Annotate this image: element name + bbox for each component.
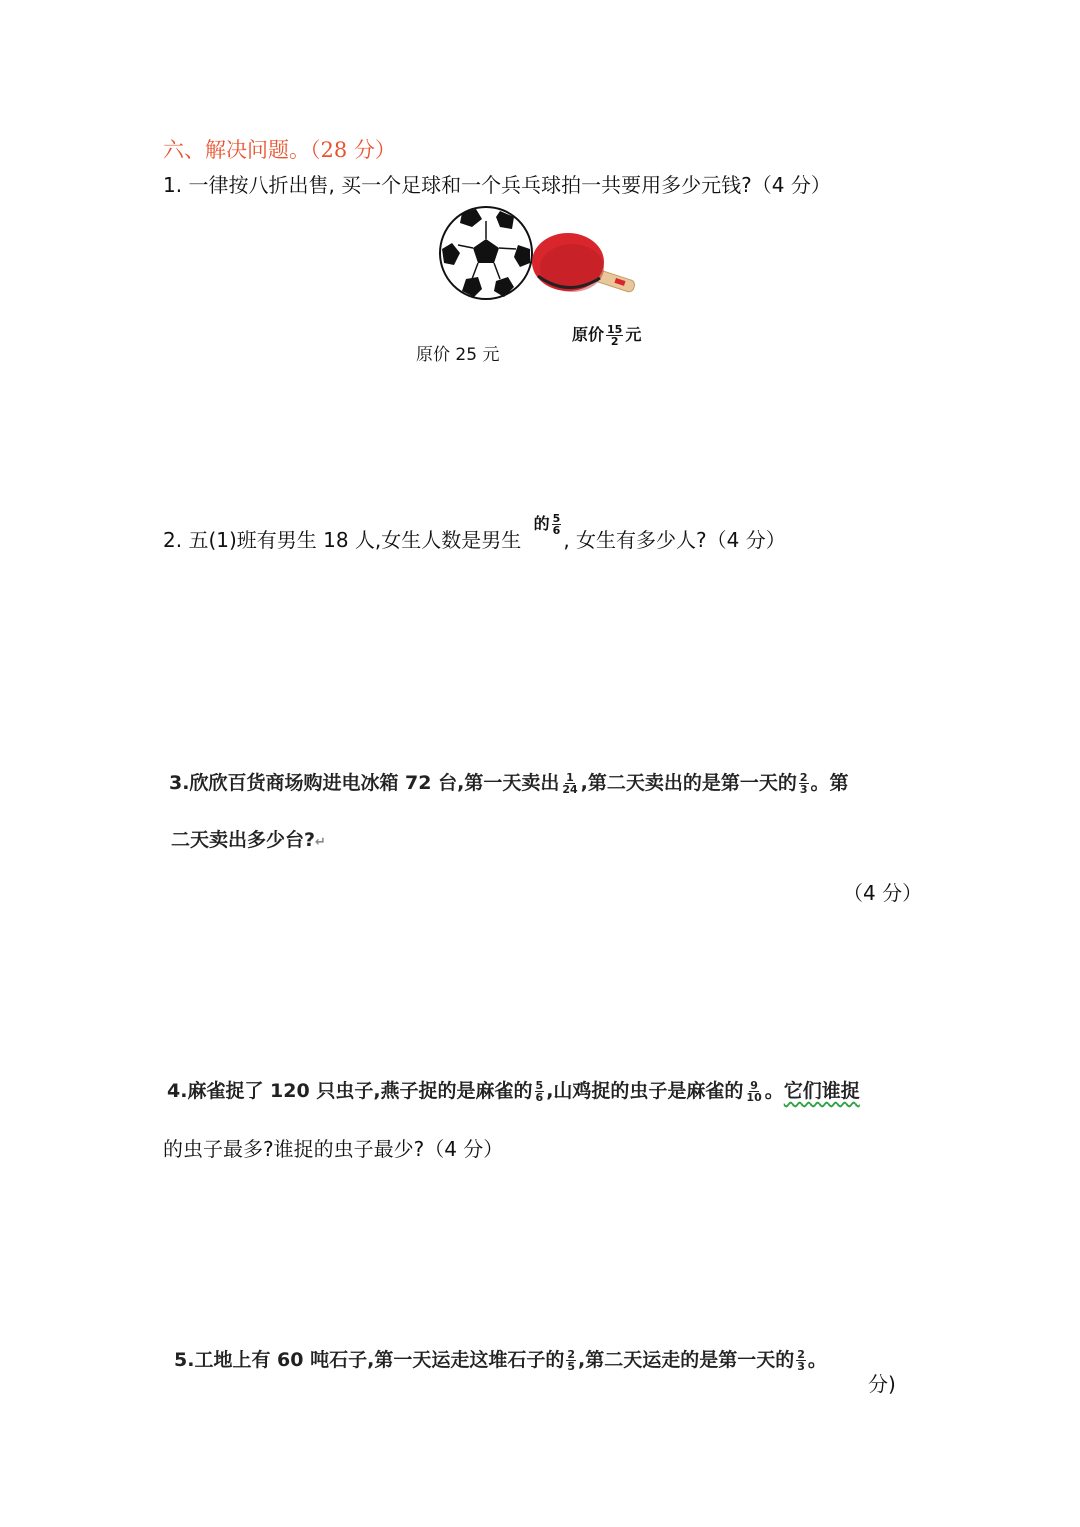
fraction-denominator: 3 [797,1360,805,1373]
question-3-part3: 。第 [810,772,849,794]
football-price-label: 原价 25 元 [416,345,500,365]
question-4-part1: 4.麻雀捉了 120 只虫子,燕子捉的是麻雀的 [167,1080,533,1102]
question-4-part2: ,山鸡捉的虫子是麻雀的 [546,1080,744,1102]
fraction-numerator: 2 [799,771,808,784]
question-5-score: 分) [868,1372,896,1396]
question-2-text [163,512,786,554]
paragraph-mark-icon: ↵ [315,835,326,850]
question-1-text: 1. 一律按八折出售, 买一个足球和一个兵乓球拍一共要用多少元钱?（4 分） [163,173,831,197]
question-4-line2: 的虫子最多?谁捉的虫子最少?（4 分） [163,1137,504,1161]
question-2-raised-word [533,512,564,537]
question-3-fraction-2 [799,772,809,795]
fraction-denominator: 10 [746,1091,762,1104]
question-4-fraction-1 [535,1080,545,1103]
fraction-numerator: 5 [535,1079,544,1092]
fraction-denominator: 3 [799,783,808,796]
paddle-price-suffix: 元 [625,325,642,344]
question-2-part2: , 女生有多少人?（4 分） [563,528,786,552]
fraction-numerator: 2 [797,1348,805,1361]
question-3-line2 [171,825,326,852]
section-title: 六、解决问题。（28 分） [163,138,396,162]
fraction-numerator: 9 [750,1079,758,1092]
question-4-line1 [167,1076,860,1103]
question-4-fraction-2 [745,1080,762,1103]
fraction-numerator: 1 [566,771,574,784]
fraction-denominator: 24 [562,783,578,796]
fraction-denominator: 2 [610,335,619,348]
question-5-part2: ,第二天运走的是第一天的 [577,1349,795,1371]
question-3-part2: ,第二天卖出的是第一天的 [580,772,797,794]
fraction-numerator: 15 [607,323,623,336]
question-3-fraction-1 [561,772,578,795]
question-2-fraction [552,513,562,536]
question-5-part1: 5.工地上有 60 吨石子,第一天运走这堆石子的 [174,1349,565,1371]
question-3-line2-text: 二天卖出多少台? [171,829,316,851]
raised-de: 的 [533,514,550,533]
question-3-part1: 3.欣欣百货商场购进电冰箱 72 台,第一天卖出 [169,772,560,794]
question-5-fraction-1 [566,1349,576,1372]
question-4-part3: 。 [764,1080,784,1102]
football-image [438,205,534,301]
question-5-line1 [174,1345,827,1372]
paddle-price-prefix: 原价 [572,325,605,344]
question-2-part1: 2. 五(1)班有男生 18 人,女生人数是男生 [163,528,522,552]
question-5-part3: 。 [807,1349,827,1371]
paddle-price-label [572,322,641,347]
fraction-numerator: 5 [552,512,561,525]
paddle-price-fraction [606,324,623,347]
ping-pong-paddle-image [532,232,644,300]
fraction-numerator: 2 [567,1348,575,1361]
fraction-denominator: 6 [552,524,561,537]
question-3-line1 [169,768,849,795]
question-4-part4: 它们谁捉 [783,1080,860,1102]
question-5-fraction-2 [796,1349,806,1372]
fraction-denominator: 5 [567,1360,575,1373]
fraction-denominator: 6 [535,1091,544,1104]
question-3-score: （4 分） [843,881,923,905]
